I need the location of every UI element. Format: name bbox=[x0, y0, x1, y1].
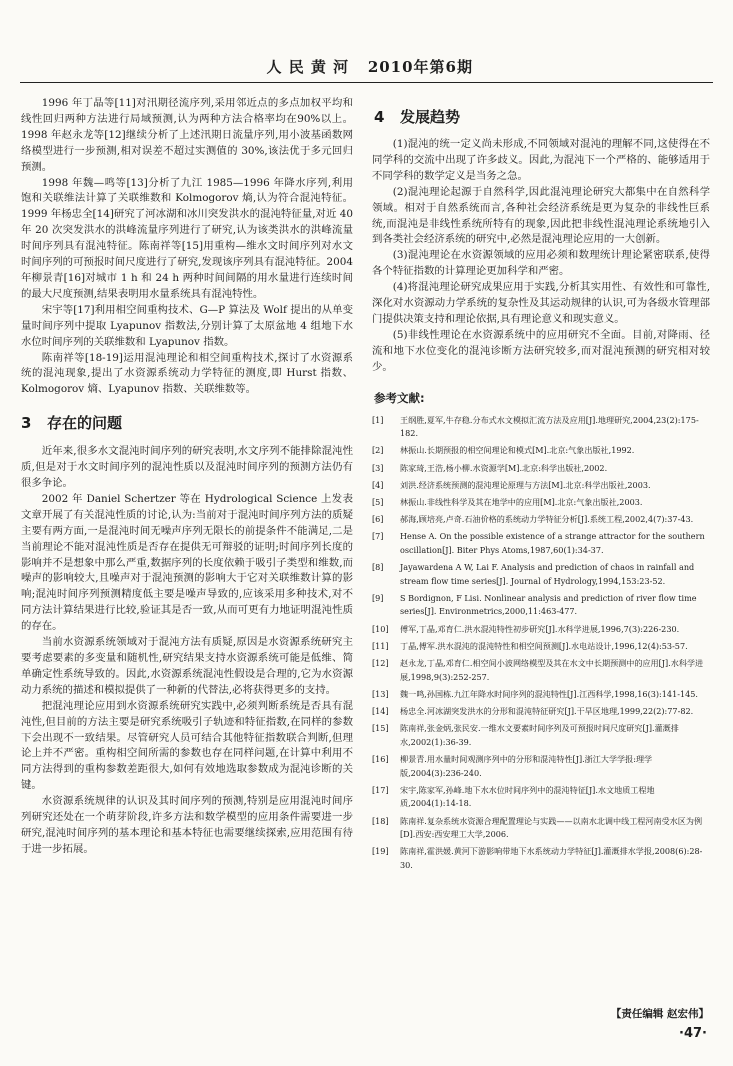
reference-item bbox=[372, 444, 710, 458]
reference-number: [13] bbox=[372, 688, 389, 699]
reference-number: [1] bbox=[372, 414, 384, 425]
reference-number: [2] bbox=[372, 445, 384, 456]
reference-item bbox=[372, 414, 710, 441]
header-rule bbox=[20, 82, 713, 83]
reference-number: [10] bbox=[372, 623, 389, 634]
issue-label: 2010年第6期 bbox=[367, 58, 473, 76]
editor-note: 【责任编辑 赵宏伟】 bbox=[610, 1008, 709, 1020]
paragraph: (5)非线性理论在水资源系统中的应用研究不全面。目前,对降雨、径流和地下水位变化的混沌诊断方法研究较多,而对混沌预测的研究相对较少。 bbox=[372, 328, 710, 373]
reference-number: [5] bbox=[372, 496, 384, 507]
references-heading: 参考文献: bbox=[374, 390, 425, 405]
reference-text: 刘洪.经济系统预测的混沌理论原理与方法[M].北京:科学出版社,2003. bbox=[400, 479, 651, 490]
reference-item bbox=[372, 722, 710, 749]
paragraph: 2002 年 Daniel Schertzer 等在 Hydrological Science 上发表文章开展了有关混沌性质的讨论,认为:当前对于混沌时间序列方法的质疑主要有两方面,一是混沌时间无噪声序列无限长的前提条件不能满足,二是当前理论不能对混沌性质是否存在提供无可辩驳的证明;时间序列长度的影响并不是想象中那么严重,数据序列的长度依赖于吸引子类型和维数,而噪声的影响较大,且噪声对于混沌预测的影响大于它对关联维数计算的影响;混沌时间序列预测精度低主要是噪声导致的,应该采用多种技术,对不同方法计算结果进行比较,验证其是否一致,从而可更有力地证明混沌性质的存在。 bbox=[21, 492, 353, 633]
reference-number: [4] bbox=[372, 479, 384, 490]
reference-text: 柳景青.用水量时间观测序列中的分形和混沌特性[J].浙江大学学报:理学版,2004(3):236-240. bbox=[400, 753, 653, 778]
reference-number: [14] bbox=[372, 706, 389, 716]
reference-item bbox=[372, 784, 710, 811]
reference-number: [15] bbox=[372, 723, 389, 734]
reference-item bbox=[372, 623, 710, 637]
reference-text: Jayawardena A W, Lai F. Analysis and prediction of chaos in rainfall and stream flow time series[J]. Journal of Hydrology,1994,153:23-52. bbox=[400, 562, 695, 586]
reference-text: 陈南祥,霍洪媛.黄河下游影响带地下水系统动力学特征[J].灌溉排水学报,2008(6):28-30. bbox=[400, 846, 703, 870]
reference-item bbox=[372, 640, 710, 654]
paragraph: 当前水资源系统领域对于混沌方法有质疑,原因是水资源系统研究主要考虑要素的多变量和随机性,研究结果支持水资源系统可能是低维、简单确定性系统导致的。因此,水资源系统混沌性假设是合理的,它为水资源动力系统的描述和模拟提供了一种新的代替法,必将获得更多的支持。 bbox=[21, 636, 353, 696]
reference-item bbox=[372, 561, 710, 588]
paragraph: 宋宇等[17]利用相空间重构技术、G—P 算法及 Wolf 提出的从单变量时间序列中提取 Lyapunov 指数法,分别计算了太原盆地 4 组地下水水位时间序列的关联维数和 Lyapunov 指数。 bbox=[21, 303, 353, 348]
paragraph: 近年来,很多水文混沌时间序列的研究表明,水文序列不能排除混沌性质,但是对于水文时间序列的混沌性质以及混沌时间序列的预测方法仍有很多争论。 bbox=[21, 445, 353, 490]
reference-number: [9] bbox=[372, 592, 384, 603]
section-number: 3 bbox=[21, 414, 32, 433]
reference-text: 林振山.非线性科学及其在地学中的应用[M].北京:气象出版社,2003. bbox=[400, 496, 643, 507]
reference-text: 王纲胜,夏军,牛存稳.分布式水文模拟汇流方法及应用[J].地理研究,2004,23(2):175-182. bbox=[400, 414, 699, 439]
paragraph: (4)将混沌理论研究成果应用于实践,分析其实用性、有效性和可靠性,深化对水资源动力学系统的复杂性及其运动规律的认识,可为各级水管理部门提供决策支持和理论依据,具有理论意义和现实意义。 bbox=[372, 281, 710, 325]
paragraph: 1998 年魏—鸣等[13]分析了九江 1985—1996 年降水序列,利用饱和关联维法计算了关联维数和 Kolmogorov 熵,认为符合混沌特征。1999 年杨忠全[14]研究了河冰湖和冰川突发洪水的混沌特征量,对近 40 年 20 次突发洪水的洪峰流量序列进行了研究,认为该类洪水的洪峰流量时间序列具有混沌特征。陈南祥等[15]用重构—维水文时间序列对水文时间序列的可预报时间尺度进行了研究,发现该序列具有混沌特征。2004 年柳景青[16]对城市 1 h 和 24 h 两种时间间隔的用水量进行连续时间的最大尺度预测,结果表明用水量系统具有混沌特性。 bbox=[21, 176, 353, 300]
journal-name: 人 民 黄 河 bbox=[266, 58, 350, 76]
paragraph: 把混沌理论应用到水资源系统研究实践中,必须判断系统是否具有混沌性,但目前的方法主要是研究系统吸引子轨迹和特征指数,在同样的参数下会出现不一致结果。尽管研究人员可结合其他特征指数联合判断,但理论上并不严密。重构相空间所需的参数也存在同样问题,在计算中利用不同方法得到的重构参数差距很大,如何有效地选取参数成为混沌诊断的关键。 bbox=[21, 699, 353, 792]
section-heading-4 bbox=[374, 106, 710, 127]
reference-number: [19] bbox=[372, 846, 389, 857]
reference-item bbox=[372, 496, 710, 510]
reference-item bbox=[372, 657, 710, 684]
reference-text: 赵永龙,丁晶,邓育仁.相空间小波网络模型及其在水文中长期预测中的应用[J].水科学进展,1998,9(3):252-257. bbox=[400, 658, 704, 682]
reference-text: 丁晶,傅军.洪水混沌的混沌特性和相空间预测[J].水电站设计,1996,12(4):53-57. bbox=[400, 640, 688, 651]
reference-item bbox=[372, 815, 710, 842]
paragraph: (2)混沌理论起源于自然科学,因此混沌理论研究大都集中在自然科学领域。相对于自然系统而言,各种社会经济系统是更为复杂的非线性巨系统,而混沌是非线性系统所特有的现象,因此把非线性混沌理论系统地引入到各类社会经济系统的研究中,必然是混沌理论应用的一大创新。 bbox=[372, 185, 710, 246]
reference-number: [7] bbox=[372, 531, 384, 542]
section-title: 发展趋势 bbox=[400, 108, 461, 126]
reference-item bbox=[372, 513, 710, 527]
paragraph: (1)混沌的统一定义尚未形成,不同领域对混沌的理解不同,这使得在不同学科的交流中出现了许多歧义。因此,为混沌下一个严格的、能够适用于不同学科的数学定义是当务之急。 bbox=[372, 138, 710, 182]
reference-item bbox=[372, 530, 710, 557]
paragraph: 水资源系统规律的认识及其时间序列的预测,特别是应用混沌时间序列研究还处在一个萌芽阶段,许多方法和数学模型的应用条件需要进一步研究,混沌时间序列的基本理论和基本特征也需要继续探索,应用范围有待于进一步拓展。 bbox=[21, 795, 353, 855]
reference-text: S Bordignon, F Lisi. Nonlinear analysis and prediction of river flow time series[J]. Environmetrics,2000,11:463-477. bbox=[400, 592, 697, 617]
left-column bbox=[21, 96, 353, 858]
section-title: 存在的问题 bbox=[47, 414, 123, 433]
reference-number: [12] bbox=[372, 658, 389, 669]
paragraph: (3)混沌理论在水资源领域的应用必须和数理统计理论紧密联系,使得各个特征指数的计算理论更加科学和严密。 bbox=[372, 249, 710, 278]
reference-text: 林振山.长期预报的相空间理论和模式[M].北京:气象出版社,1992. bbox=[400, 445, 635, 456]
running-header bbox=[20, 56, 713, 77]
reference-item bbox=[372, 845, 710, 872]
reference-text: 魏一鸣,孙国栋.九江年降水时间序列的混沌特性[J].江西科学,1998,16(3):141-145. bbox=[400, 688, 698, 699]
paragraph: 1996 年丁晶等[11]对汛期径流序列,采用邻近点的多点加权平均和线性回归两种方法进行局域预测,认为两种方法合格率均在90%以上。1998 年赵永龙等[12]继续分析了上述汛期日流量序列,用小波基函数网络模型进行一步预测,相对误差不超过实测值的 30%,该法优于多元回归预测。 bbox=[21, 97, 353, 173]
reference-text: 宋宇,陈家军,孙峰.地下水水位时间序列中的混沌特征[J].水文地质工程地质,2004(1):14-18. bbox=[400, 784, 655, 809]
reference-list bbox=[372, 414, 710, 873]
reference-item bbox=[372, 592, 710, 619]
reference-number: [8] bbox=[372, 562, 384, 573]
reference-text: 陈南祥,张金炳,张民安.一维水文要素时间序列及可预报时间尺度研究[J].灌溉排水,2002(1):36-39. bbox=[400, 723, 679, 747]
reference-number: [11] bbox=[372, 640, 389, 651]
section-heading-3 bbox=[21, 412, 353, 433]
reference-text: Hense A. On the possible existence of a strange attractor for the southern oscillation[J]. Biter Phys Atoms,1987,60(1):34-37. bbox=[400, 531, 705, 555]
page-number: ·47· bbox=[679, 1026, 707, 1041]
reference-number: [6] bbox=[372, 514, 384, 525]
reference-item bbox=[372, 479, 710, 493]
reference-item bbox=[372, 753, 710, 780]
paragraph: 陈南祥等[18-19]运用混沌理论和相空间重构技术,探讨了水资源系统的混沌现象,提出了水资源系统动力学特征的测度,即 Hurst 指数、Kolmogorov 熵、Lyapunov 指数、关联维数等。 bbox=[21, 351, 353, 396]
right-column bbox=[372, 96, 710, 876]
reference-item bbox=[372, 705, 710, 719]
reference-item bbox=[372, 462, 710, 476]
reference-number: [18] bbox=[372, 815, 389, 826]
reference-number: [3] bbox=[372, 462, 384, 473]
reference-item bbox=[372, 688, 710, 702]
reference-text: 傅军,丁晶,邓育仁.洪水混沌特性初步研究[J].水科学进展,1996,7(3):226-230. bbox=[400, 623, 680, 634]
reference-text: 陈家琦,王浩,杨小柳.水资源学[M].北京:科学出版社,2002. bbox=[400, 462, 608, 473]
reference-text: 郝海,顾培亮,卢奇.石油价格的系统动力学特征分析[J].系统工程,2002,4(7):37-43. bbox=[400, 514, 694, 525]
reference-text: 杨忠全.河冰湖突发洪水的分形和混沌特征研究[J].干旱区地理,1999,22(2):77-82. bbox=[400, 706, 694, 716]
section-number: 4 bbox=[374, 108, 385, 126]
reference-number: [16] bbox=[372, 753, 389, 764]
reference-text: 陈南祥.复杂系统水资源合理配置理论与实践——以南水北调中线工程河南受水区为例[D].西安:西安理工大学,2006. bbox=[400, 815, 703, 840]
reference-number: [17] bbox=[372, 784, 389, 795]
